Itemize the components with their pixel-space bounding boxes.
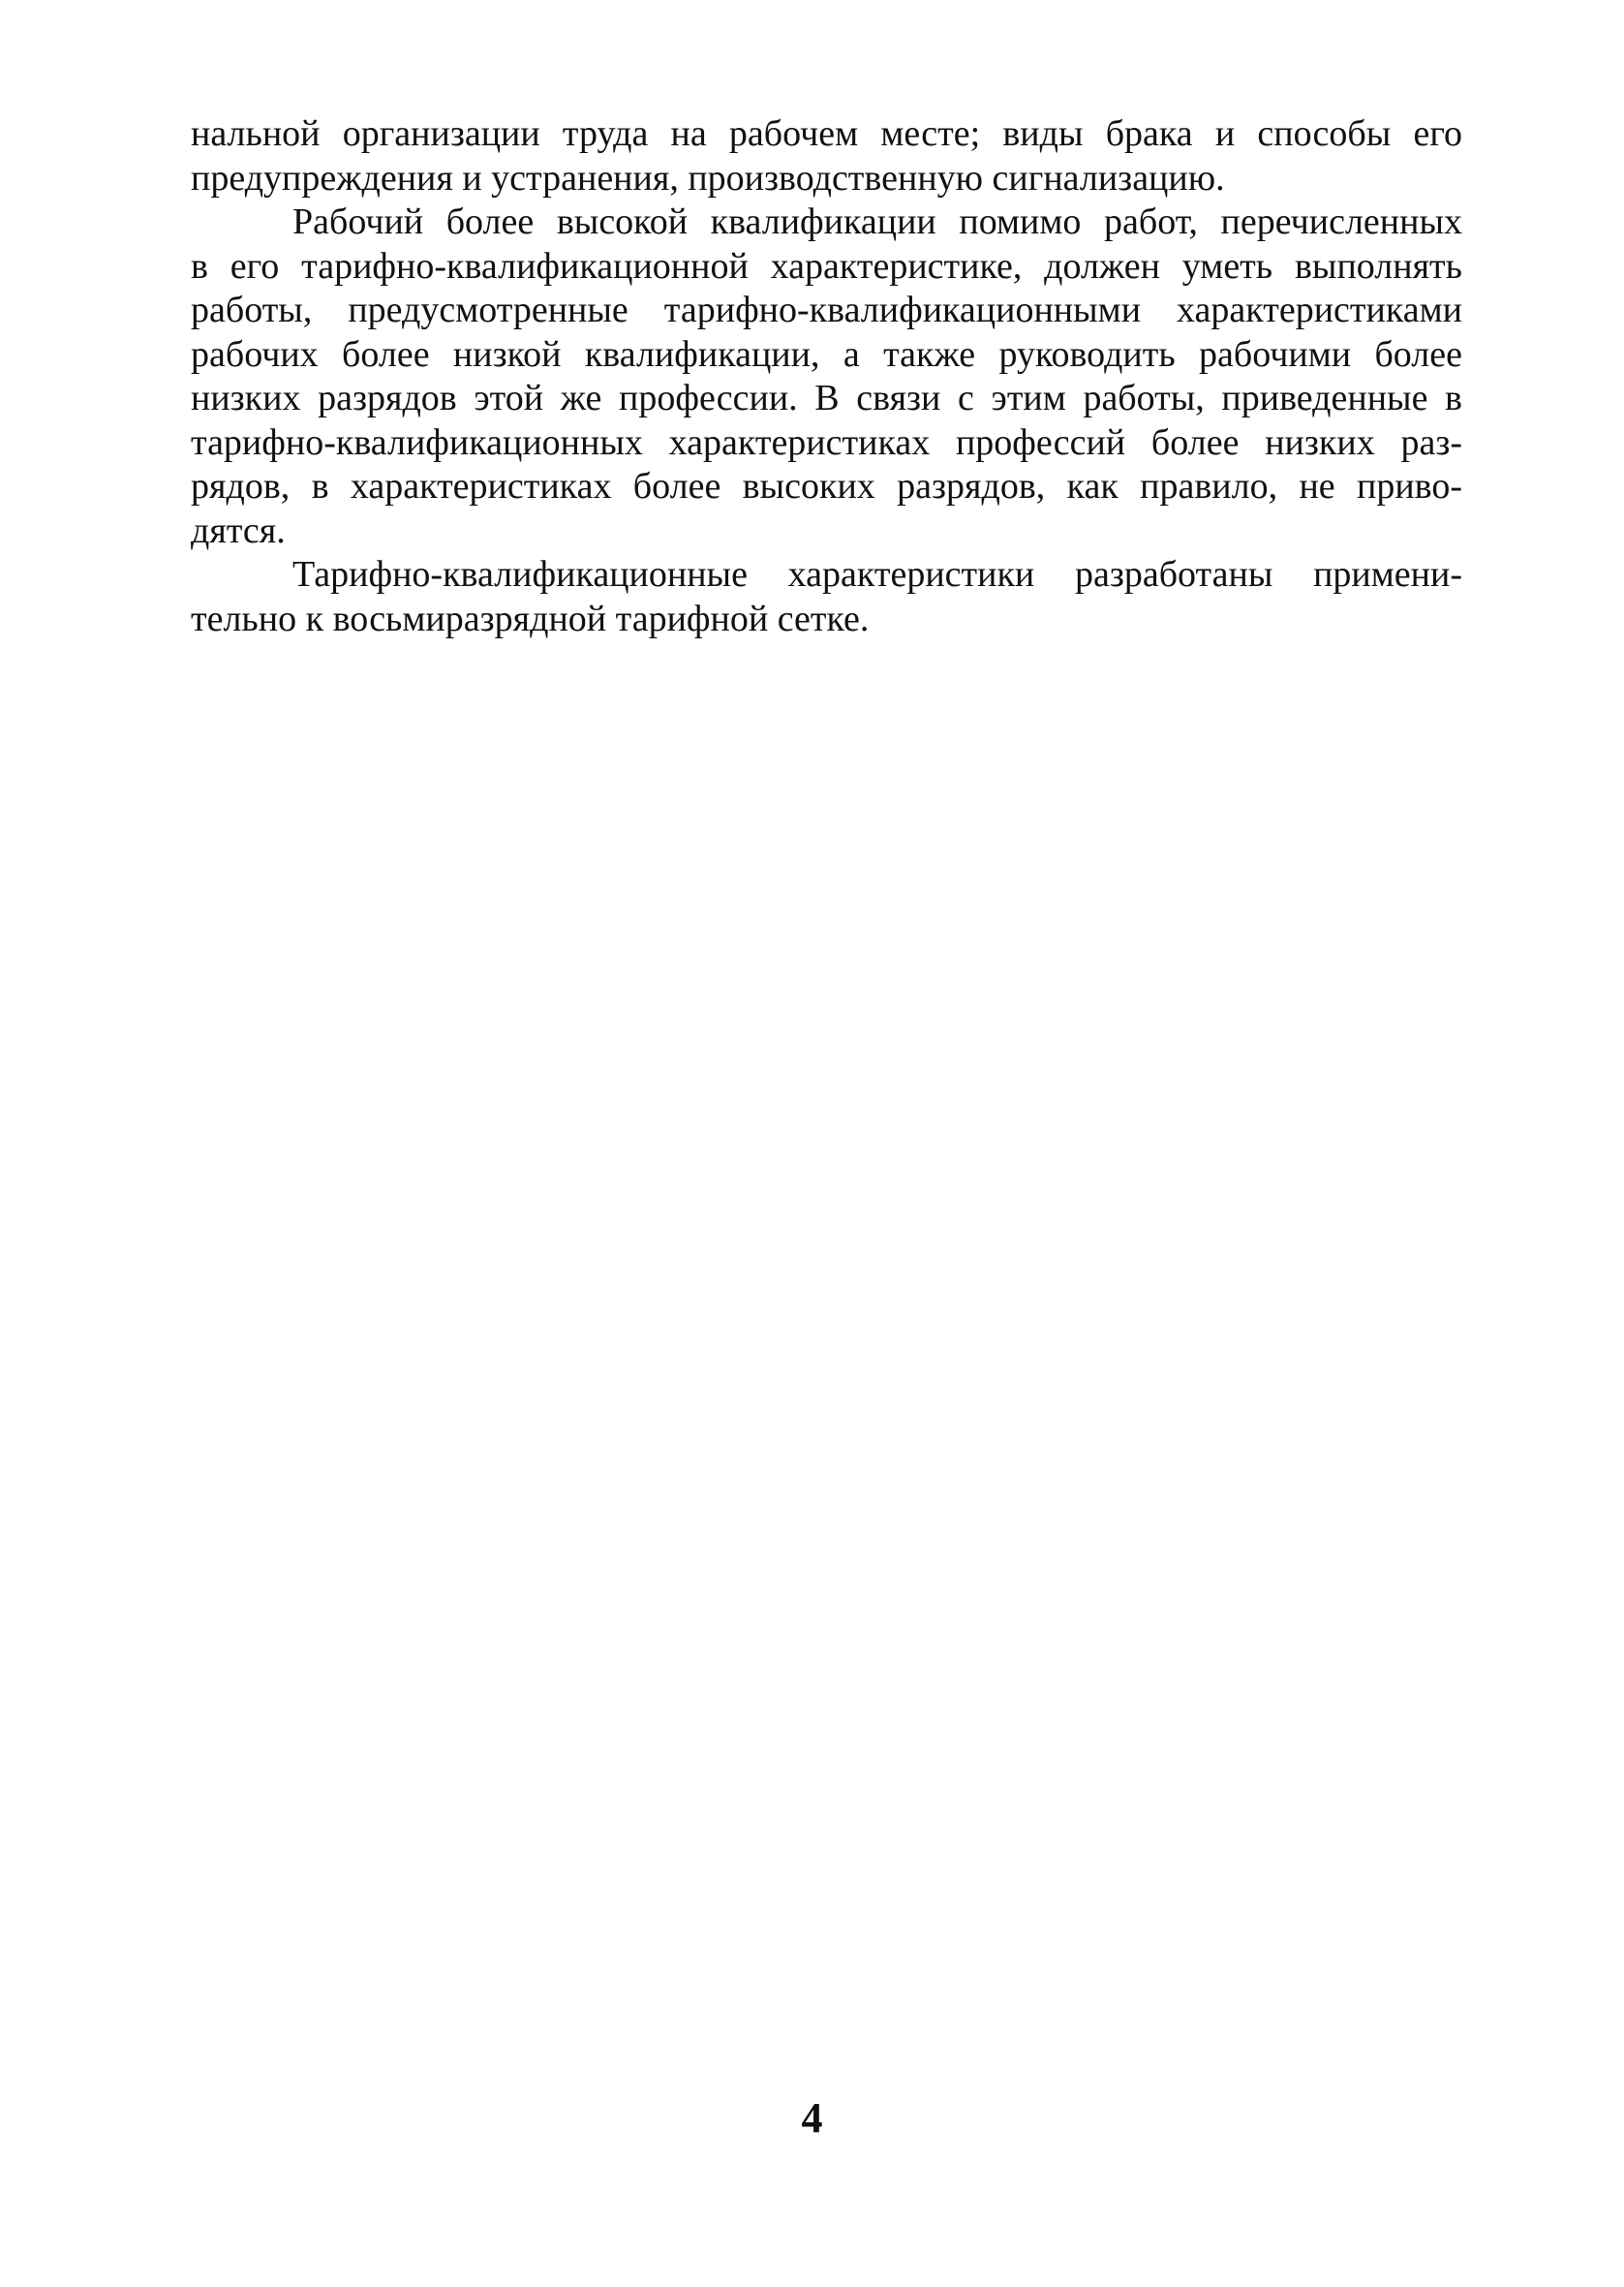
paragraph-3	[191, 553, 1462, 641]
text-line: в его тарифно-квалификационной характеристике, должен уметь выполнять	[191, 245, 1462, 287]
text-line: рабочих более низкой квалификации, а также руководить рабочими более	[191, 333, 1462, 375]
text-line: Тарифно-квалификационные характеристики разработаны примени-	[292, 554, 1462, 595]
text-line: рядов, в характеристиках более высоких разрядов, как правило, не приво-	[191, 466, 1462, 507]
body-text	[191, 112, 1462, 641]
page-number: 4	[801, 2094, 823, 2142]
text-line: предупреждения и устранения, производственную сигнализацию.	[191, 157, 1225, 199]
paragraph-2	[191, 201, 1462, 553]
text-line: работы, предусмотренные тарифно-квалификационными характеристиками	[191, 290, 1462, 330]
text-line: нальной организации труда на рабочем месте; виды брака и способы его	[191, 113, 1462, 154]
text-line: тельно к восьмиразрядной тарифной сетке.	[191, 598, 870, 639]
paragraph-1	[191, 112, 1462, 201]
text-line: Рабочий более высокой квалификации помимо работ, перечисленных	[292, 201, 1462, 242]
text-line: тарифно-квалификационных характеристиках профессий более низких раз-	[191, 421, 1462, 463]
text-line: низких разрядов этой же профессии. В связи с этим работы, приведенные в	[191, 378, 1462, 418]
text-line: дятся.	[191, 510, 286, 551]
